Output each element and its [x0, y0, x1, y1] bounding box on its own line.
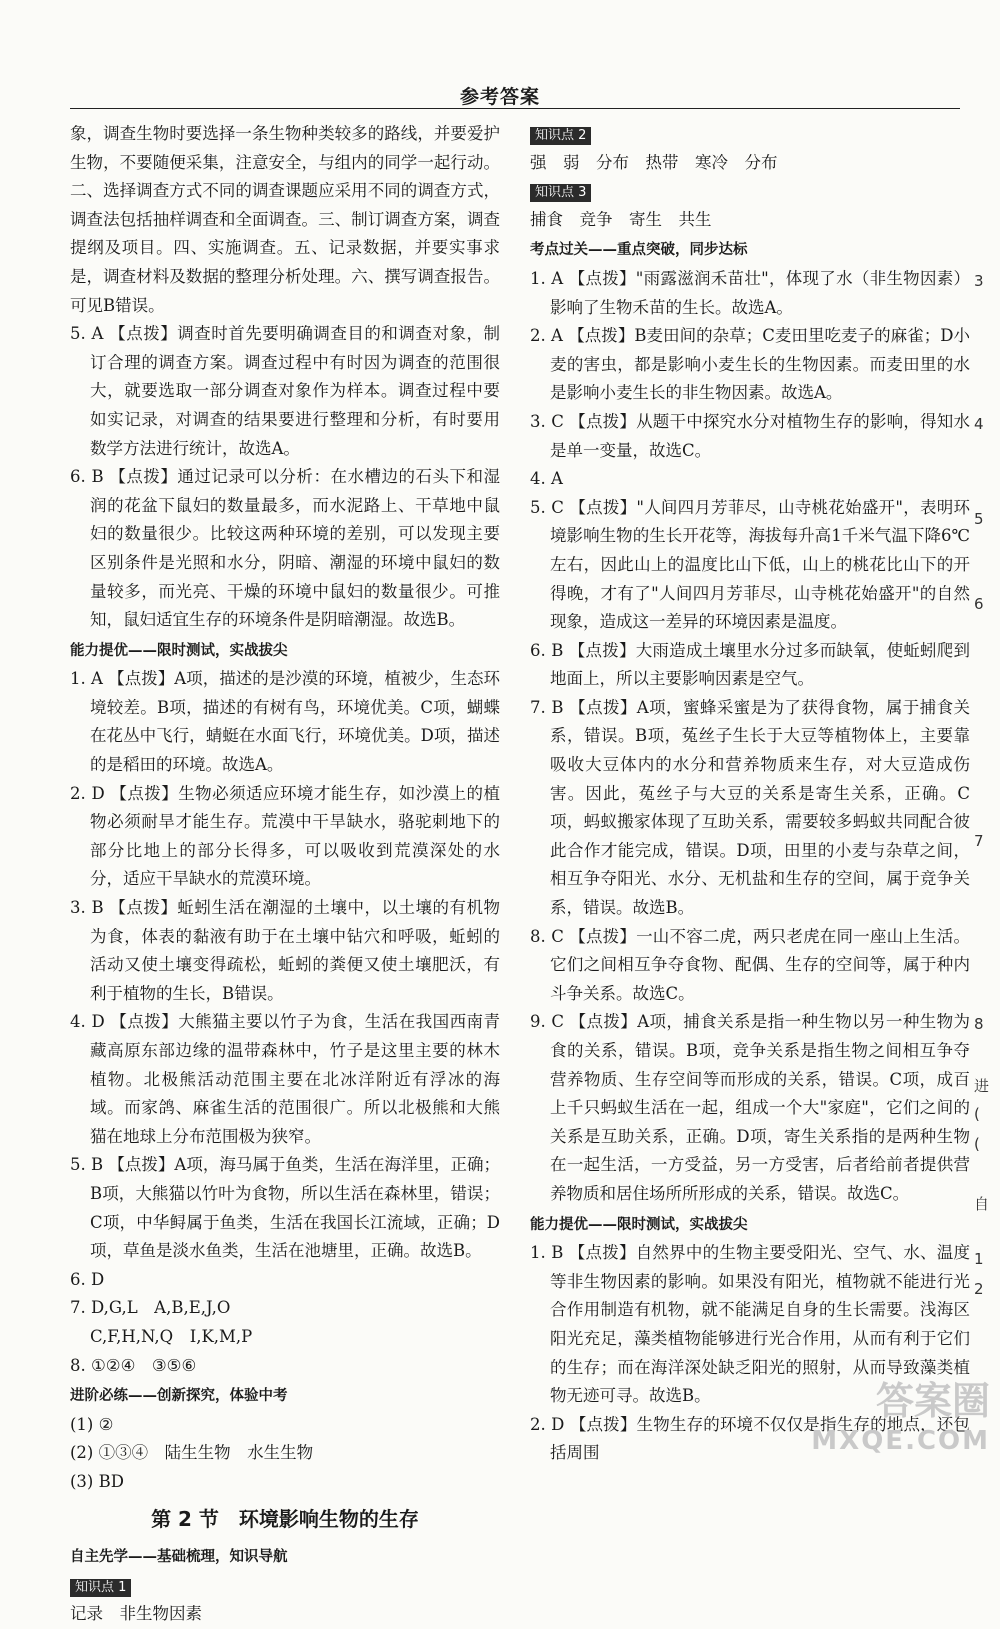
answer-item: 6. D: [70, 1269, 105, 1289]
answer-item: 8. C 【点拨】一山不容二虎，两只老虎在同一座山上生活。它们之间相互争夺食物、配偶、生存的空间等，属于种内斗争关系。故选C。: [530, 926, 970, 1003]
left-paragraph: 象，调查生物时要选择一条生物种类较多的路线，并要爱护生物，不要随便采集，注意安全，与组内的同学一起行动。二、选择调查方式不同的调查课题应采用不同的调查方式，调查法包括抽样调查和全面调查。三、制订调查方案，调查提纲及项目。四、实施调查。五、记录数据，并要实事求是，调查材料及数据的整理分析处理。六、撰写调查报告。可见B错误。: [70, 124, 500, 315]
edge-fragment: 3: [974, 272, 984, 290]
edge-fragment: 7: [974, 832, 984, 850]
edge-fragment: (: [974, 1135, 980, 1153]
answer-item: 6. B 【点拨】通过记录可以分析：在水槽边的石头下和湿润的花盆下鼠妇的数量最多，而水泥路上、干草地中鼠妇的数量很少。比较这两种环境的差别，可以发现主要区别条件是光照和水分，阴暗、潮湿的环境中鼠妇的数量较多，而光亮、干燥的环境中鼠妇的数量很少。可推知，鼠妇适宜生存的环境条件是阴暗潮湿。故选B。: [70, 467, 500, 630]
answer-item: 1. A 【点拨】"雨露滋润禾苗壮"，体现了水（非生物因素）影响了生物禾苗的生长。故选A。: [530, 268, 970, 317]
answer-item: (2) ①③④ 陆生生物 水生生物: [70, 1443, 314, 1463]
answer-item: 5. A 【点拨】调查时首先要明确调查目的和调查对象，制订合理的调查方案。调查过程中有时因为调查的范围很大，就要选取一部分调查对象作为样本。调查过程中要如实记录，对调查的结果要进行整理和分析，有时要用数学方法进行统计，故选A。: [70, 324, 500, 458]
edge-fragment: 1: [974, 1250, 984, 1268]
knowledge-tag: 知识点 3: [530, 184, 591, 202]
answer-item: 3. B 【点拨】蚯蚓生活在潮湿的土壤中，以土壤的有机物为食，体表的黏液有助于在土壤中钻穴和呼吸，蚯蚓的活动又使土壤变得疏松，蚯蚓的粪便又使土壤肥沃，有利于植物的生长，B错误。: [70, 898, 500, 1003]
answer-item: 3. C 【点拨】从题干中探究水分对植物生存的影响，得知水是单一变量，故选C。: [530, 411, 970, 460]
edge-fragment: 8: [974, 1015, 984, 1033]
answer-item: 记录 非生物因素: [70, 1604, 202, 1624]
answer-item: 强 弱 分布 热带 寒冷 分布: [530, 152, 778, 172]
answer-item: 2. D 【点拨】生物必须适应环境才能生存，如沙漠上的植物必须耐旱才能生存。荒漠中干旱缺水，骆驼刺地下的部分比地上的部分长得多，可以吸收到荒漠深处的水分，适应干旱缺水的荒漠环境。: [70, 783, 500, 889]
answer-item: C,F,H,N,Q I,K,M,P: [90, 1326, 253, 1346]
answer-item: 7. B 【点拨】A项，蜜蜂采蜜是为了获得食物，属于捕食关系，错误。B项，菟丝子生长于大豆等植物体上，主要靠吸收大豆体内的水分和营养物质来生存，对大豆造成伤害。因此，菟丝子与大豆的关系是寄生关系，正确。C项，蚂蚁搬家体现了互助关系，需要较多蚂蚁共同配合彼此合作才能完成，错误。D项，田里的小麦与杂草之间，相互争夺阳光、水分、无机盐和生存的空间，属于竞争关系，错误。故选B。: [530, 697, 970, 918]
answer-item: 1. B 【点拨】自然界中的生物主要受阳光、空气、水、温度等非生物因素的影响。如果没有阳光，植物就不能进行光合作用制造有机物，就不能满足自身的生长需要。浅海区阳光充足，藻类植物能够进行光合作用，从而有利于它们的生存；而在海洋深处缺乏阳光的照射，从而导致藻类植物无迹可寻。故选B。: [530, 1243, 970, 1406]
left-column: [70, 120, 500, 1629]
knowledge-tag: 知识点 1: [70, 1579, 131, 1597]
page-header-title: 参考答案: [459, 86, 540, 108]
answer-item: 8. ①②④ ③⑤⑥: [70, 1355, 197, 1375]
answer-item: 6. B 【点拨】大雨造成土壤里水分过多而缺氧，使蚯蚓爬到地面上，所以主要影响因素是空气。: [530, 640, 970, 689]
answer-item: 9. C 【点拨】A项，捕食关系是指一种生物以另一种生物为食的关系，错误。B项，竞争关系是指生物之间相互争夺营养物质、生存空间等而形成的关系，错误。C项，成百上千只蚂蚁生活在一起，组成一个大"家庭"，它们之间的关系是互助关系，正确。D项，寄生关系指的是两种生物在一起生活，一方受益，另一方受害，后者给前者提供营养物质和居住场所所形成的关系，错误。故选C。: [530, 1012, 970, 1203]
answer-item: 5. C 【点拨】"人间四月芳菲尽，山寺桃花始盛开"，表明环境影响生物的生长开花等，海拔每升高1千米气温下降6℃左右，因此山上的温度比山下低，山上的桃花比山下的开得晚，才有了"人间四月芳菲尽，山寺桃花始盛开"的自然现象，造成这一差异的环境因素是温度。: [530, 497, 970, 632]
right-column: [530, 120, 970, 1468]
edge-fragment: 4: [974, 415, 984, 433]
answer-item: 1. A 【点拨】A项，描述的是沙漠的环境，植被少，生态环境较差。B项，描述的有树有鸟，环境优美。C项，蝴蝶在花丛中飞行，蜻蜓在水面飞行，环境优美。D项，描述的是稻田的环境。故选A。: [70, 669, 500, 775]
edge-fragment: 2: [974, 1280, 984, 1298]
answer-item: 2. D 【点拨】生物生存的环境不仅仅是指生存的地点，还包括周围: [530, 1414, 970, 1463]
edge-fragment: 进: [974, 1077, 990, 1095]
watermark-url: MXQE.COM: [811, 1426, 990, 1456]
edge-fragment: 自: [974, 1195, 990, 1213]
watermark-text: 答案圈: [875, 1379, 990, 1423]
answer-item: (3) BD: [70, 1471, 124, 1491]
watermark-logo: [811, 1381, 990, 1461]
section-heading: 自主先学——基础梳理，知识导航: [70, 1549, 288, 1566]
answer-item: 捕食 竞争 寄生 共生: [530, 209, 712, 229]
section-heading: 能力提优——限时测试，实战拔尖: [530, 1216, 748, 1233]
chapter-title: 第 2 节 环境影响生物的生存: [151, 1506, 419, 1531]
answer-item: 4. A: [530, 469, 563, 489]
header-rule: [70, 108, 960, 109]
edge-fragment: 5: [974, 510, 984, 528]
answer-item: 5. B 【点拨】A项，海马属于鱼类，生活在海洋里，正确；B项，大熊猫以竹叶为食物，所以生活在森林里，错误；C项，中华鲟属于鱼类，生活在我国长江流域，正确；D项，草鱼是淡水鱼类，生活在池塘里，正确。故选B。: [70, 1155, 500, 1261]
section-heading: 考点过关——重点突破，同步达标: [530, 242, 748, 259]
section-heading: 进阶必练——创新探究，体验中考: [70, 1388, 288, 1405]
answer-item: (1) ②: [70, 1414, 114, 1434]
answer-item: 2. A 【点拨】B麦田间的杂草；C麦田里吃麦子的麻雀；D小麦的害虫，都是影响小麦生长的生物因素。而麦田里的水是影响小麦生长的非生物因素。故选A。: [530, 326, 970, 403]
answer-item: 7. D,G,L A,B,E,J,O: [70, 1298, 231, 1318]
knowledge-tag: 知识点 2: [530, 127, 591, 145]
answer-item: 4. D 【点拨】大熊猫主要以竹子为食，生活在我国西南青藏高原东部边缘的温带森林中，竹子是这里主要的林木植物。北极熊活动范围主要在北冰洋附近有浮冰的海域。而家鸽、麻雀生活的范围很广。所以北极熊和大熊猫在地球上分布范围极为狭窄。: [70, 1012, 500, 1146]
edge-fragment: (: [974, 1105, 980, 1123]
section-heading: 能力提优——限时测试，实战拔尖: [70, 642, 288, 659]
edge-fragment: 6: [974, 595, 984, 613]
